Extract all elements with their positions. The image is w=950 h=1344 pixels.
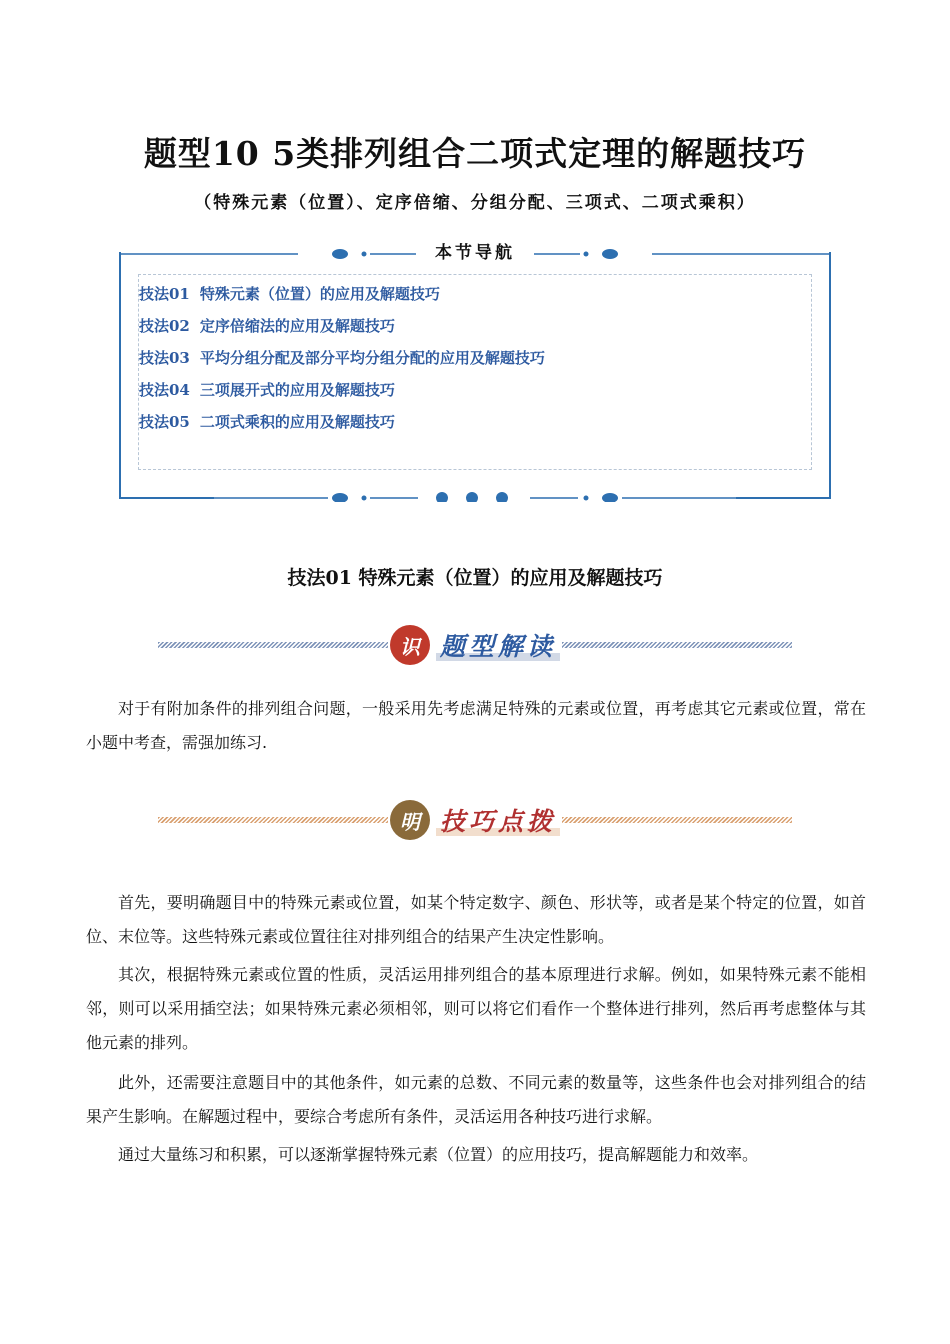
badge-icon: 识 xyxy=(390,625,430,665)
banner-left-line xyxy=(158,642,388,648)
banner-technique-tips xyxy=(158,797,792,847)
nav-item-technique-04[interactable] xyxy=(139,379,799,400)
nav-item-number: 技法05 xyxy=(139,413,190,431)
nav-item-text: 二项式乘积的应用及解题技巧 xyxy=(199,413,395,431)
tips-paragraph-2: 其次，根据特殊元素或位置的性质，灵活运用排列组合的基本原理进行求解。例如，如果特殊元素不能相邻，则可以采用插空法；如果特殊元素必须相邻，则可以将它们看作一个整体进行排列，然后再考虑整体与其他元素的排列。 xyxy=(86,965,866,1052)
banner-right-line xyxy=(562,817,792,823)
badge-icon: 明 xyxy=(390,800,430,840)
interpretation-paragraph: 对于有附加条件的排列组合问题，一般采用先考虑满足特殊的元素或位置，再考虑其它元素或位置，常在小题中考查，需强加练习. xyxy=(86,699,866,752)
nav-item-number: 技法01 xyxy=(139,285,190,303)
navigation-heading: 本节导航 xyxy=(418,238,532,263)
nav-item-number: 技法04 xyxy=(139,381,190,399)
navigation-list xyxy=(138,274,812,470)
section-navigation xyxy=(118,243,832,502)
nav-item-technique-02[interactable] xyxy=(139,315,799,336)
nav-item-technique-05[interactable] xyxy=(139,411,799,432)
tips-paragraph-4: 通过大量练习和积累，可以逐渐掌握特殊元素（位置）的应用技巧，提高解题能力和效率。 xyxy=(118,1145,759,1164)
tips-paragraph-3: 此外，还需要注意题目中的其他条件，如元素的总数、不同元素的数量等，这些条件也会对排列组合的结果产生影响。在解题过程中，要综合考虑所有条件，灵活运用各种技巧进行求解。 xyxy=(86,1073,866,1126)
nav-item-text: 平均分组分配及部分平均分组分配的应用及解题技巧 xyxy=(199,349,545,367)
nav-item-number: 技法03 xyxy=(139,349,190,367)
page-title: 题型10 5类排列组合二项式定理的解题技巧 xyxy=(143,134,807,173)
banner-question-interpretation xyxy=(158,622,792,672)
nav-item-technique-01[interactable] xyxy=(139,283,799,304)
banner-left-line xyxy=(158,817,388,823)
banner-right-line xyxy=(562,642,792,648)
banner-label: 技巧点拨 xyxy=(440,801,570,839)
nav-item-text: 定序倍缩法的应用及解题技巧 xyxy=(199,317,395,335)
banner-label: 题型解读 xyxy=(440,626,570,664)
nav-item-technique-03[interactable] xyxy=(139,347,799,368)
nav-item-number: 技法02 xyxy=(139,317,190,335)
section-title: 技法01 特殊元素（位置）的应用及解题技巧 xyxy=(287,567,663,589)
nav-item-text: 三项展开式的应用及解题技巧 xyxy=(199,381,395,399)
tips-paragraph-1: 首先，要明确题目中的特殊元素或位置，如某个特定数字、颜色、形状等，或者是某个特定的位置，如首位、末位等。这些特殊元素或位置往往对排列组合的结果产生决定性影响。 xyxy=(86,893,866,946)
page-subtitle: （特殊元素（位置）、定序倍缩、分组分配、三项式、二项式乘积） xyxy=(194,193,756,213)
nav-item-text: 特殊元素（位置）的应用及解题技巧 xyxy=(199,285,440,303)
